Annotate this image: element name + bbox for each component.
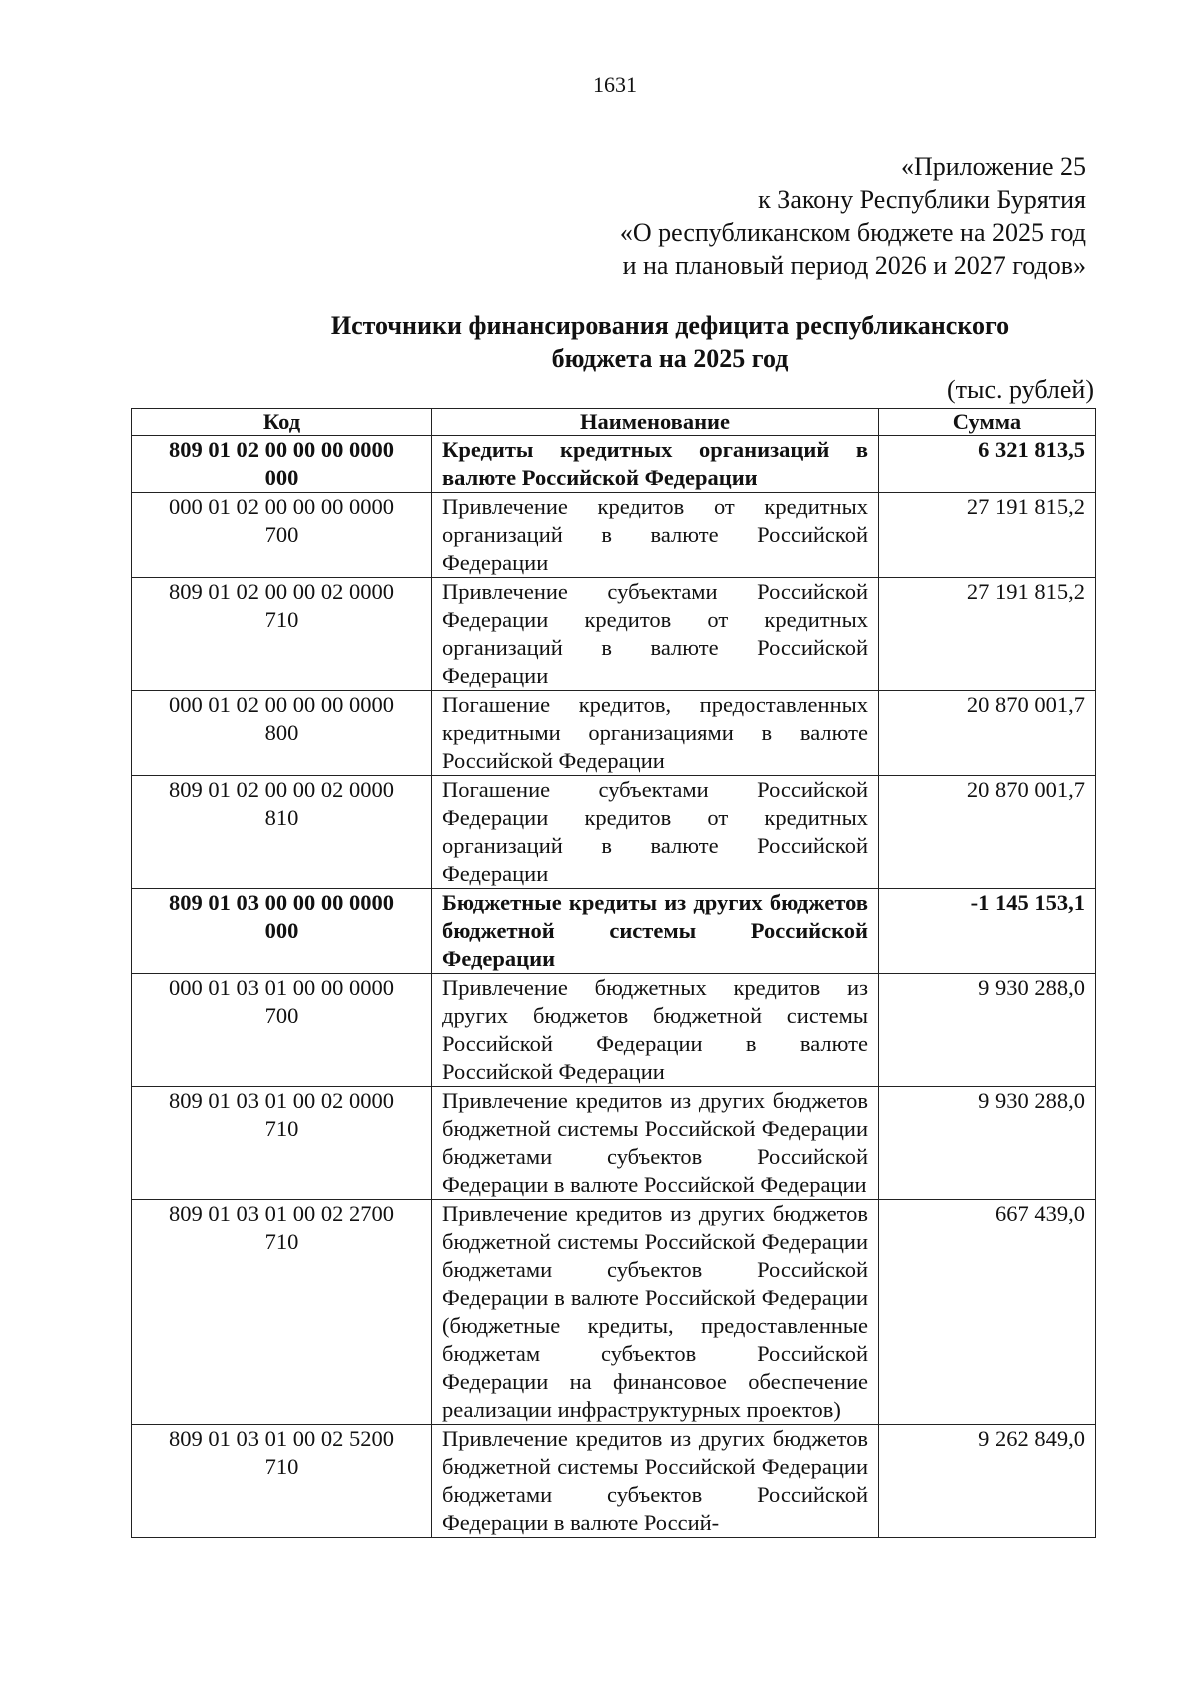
row-name: Привлечение бюджетных кредитов из других бюджетов бюджетной системы Российской Федерации в валюте Российской Федерации <box>432 974 879 1087</box>
row-code <box>132 436 432 493</box>
appendix-note <box>620 150 1086 282</box>
row-code-line: 809 01 03 01 00 02 5200 <box>169 1426 394 1451</box>
financing-sources-table <box>131 408 1096 1538</box>
table-row <box>132 493 1096 578</box>
row-sum: 9 930 288,0 <box>879 974 1096 1087</box>
title-line: бюджета на 2025 год <box>551 344 789 373</box>
row-code-line: 000 <box>264 465 299 490</box>
row-code-line: 000 01 02 00 00 00 0000 <box>169 692 394 717</box>
row-code <box>132 691 432 776</box>
table-row <box>132 889 1096 974</box>
row-name: Кредиты кредитных организаций в валюте Российской Федерации <box>432 436 879 493</box>
page-number: 1631 <box>593 72 637 97</box>
units-label: (тыс. рублей) <box>946 375 1094 404</box>
table-row <box>132 436 1096 493</box>
row-code-line: 809 01 02 00 00 02 0000 <box>169 579 394 604</box>
row-code-line: 800 <box>264 720 299 745</box>
row-code-line: 809 01 02 00 00 02 0000 <box>169 777 394 802</box>
document-title <box>130 309 1200 375</box>
row-code-line: 700 <box>264 1003 299 1028</box>
row-name: Привлечение субъектами Российской Федерации кредитов от кредитных организаций в валюте Российской Федерации <box>432 578 879 691</box>
row-code-line: 809 01 02 00 00 00 0000 <box>169 437 394 462</box>
header-sum: Сумма <box>879 409 1096 436</box>
row-sum: 9 930 288,0 <box>879 1087 1096 1200</box>
header-name: Наименование <box>432 409 879 436</box>
appendix-line: и на плановый период 2026 и 2027 годов» <box>622 251 1086 280</box>
table-row <box>132 1200 1096 1425</box>
row-name: Привлечение кредитов из других бюджетов бюджетной системы Российской Федерации бюджетами субъектов Российской Федерации в валюте Российской Федерации (бюджетные кредиты, предоставленные бюджетам субъектов Российской Федерации на финансовое обеспечение реализации инфраструктурных проектов) <box>432 1200 879 1425</box>
row-sum: 27 191 815,2 <box>879 578 1096 691</box>
appendix-line: к Закону Республики Бурятия <box>758 185 1086 214</box>
row-code <box>132 493 432 578</box>
table-row <box>132 691 1096 776</box>
row-sum: 6 321 813,5 <box>879 436 1096 493</box>
table-row <box>132 974 1096 1087</box>
row-code <box>132 776 432 889</box>
row-code-line: 809 01 03 00 00 00 0000 <box>169 890 394 915</box>
table-row <box>132 1425 1096 1538</box>
row-sum: 20 870 001,7 <box>879 776 1096 889</box>
table-row <box>132 578 1096 691</box>
row-sum: -1 145 153,1 <box>879 889 1096 974</box>
row-code-line: 710 <box>264 1116 299 1141</box>
appendix-line: «О республиканском бюджете на 2025 год <box>619 218 1086 247</box>
row-code <box>132 578 432 691</box>
row-sum: 27 191 815,2 <box>879 493 1096 578</box>
row-name: Привлечение кредитов из других бюджетов бюджетной системы Российской Федерации бюджетами субъектов Российской Федерации в валюте Россий- <box>432 1425 879 1538</box>
row-name: Погашение субъектами Российской Федерации кредитов от кредитных организаций в валюте Российской Федерации <box>432 776 879 889</box>
row-name: Привлечение кредитов из других бюджетов бюджетной системы Российской Федерации бюджетами субъектов Российской Федерации в валюте Российской Федерации <box>432 1087 879 1200</box>
row-sum: 20 870 001,7 <box>879 691 1096 776</box>
row-code-line: 710 <box>264 1229 299 1254</box>
row-name: Бюджетные кредиты из других бюджетов бюджетной системы Российской Федерации <box>432 889 879 974</box>
row-code <box>132 1087 432 1200</box>
row-code-line: 000 01 03 01 00 00 0000 <box>169 975 394 1000</box>
table-row <box>132 1087 1096 1200</box>
row-code-line: 810 <box>264 805 299 830</box>
row-code <box>132 1200 432 1425</box>
row-sum: 9 262 849,0 <box>879 1425 1096 1538</box>
row-code <box>132 974 432 1087</box>
header-code: Код <box>132 409 432 436</box>
table-header-row <box>132 409 1096 436</box>
row-name: Погашение кредитов, предоставленных кредитными организациями в валюте Российской Федерации <box>432 691 879 776</box>
row-code-line: 710 <box>264 607 299 632</box>
table-body <box>132 436 1096 1538</box>
table-row <box>132 776 1096 889</box>
appendix-line: «Приложение 25 <box>900 152 1086 181</box>
row-code-line: 000 01 02 00 00 00 0000 <box>169 494 394 519</box>
row-code-line: 809 01 03 01 00 02 2700 <box>169 1201 394 1226</box>
row-code <box>132 889 432 974</box>
row-code <box>132 1425 432 1538</box>
row-code-line: 809 01 03 01 00 02 0000 <box>169 1088 394 1113</box>
row-name: Привлечение кредитов от кредитных организаций в валюте Российской Федерации <box>432 493 879 578</box>
title-line: Источники финансирования дефицита республиканского <box>330 311 1010 340</box>
row-code-line: 710 <box>264 1454 299 1479</box>
row-code-line: 000 <box>264 918 299 943</box>
row-sum: 667 439,0 <box>879 1200 1096 1425</box>
row-code-line: 700 <box>264 522 299 547</box>
